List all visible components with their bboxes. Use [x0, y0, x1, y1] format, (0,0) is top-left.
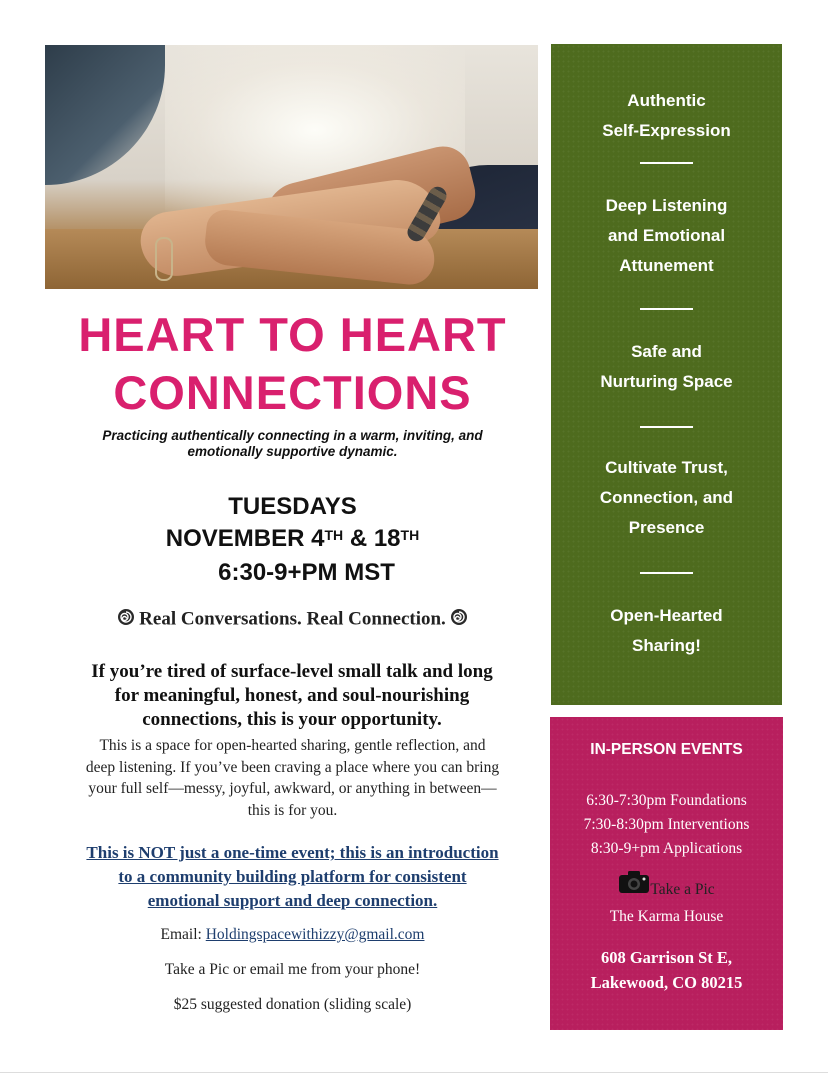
- venue-address: 608 Garrison St E, Lakewood, CO 80215: [590, 948, 743, 992]
- venue-name: The Karma House: [609, 908, 724, 925]
- camera-icon: [618, 870, 650, 899]
- benefits-panel: [551, 44, 782, 705]
- spiral-icon: [450, 608, 468, 632]
- body-paragraph: This is a space for open-hearted sharing, gentle reflection, and deep listening. If you’ve been craving a place where you can bring your full self—messy, joyful, awkward, or anything in between— this is for you.: [85, 737, 500, 819]
- events-panel: [550, 717, 783, 1030]
- schedule-item: 7:30-8:30pm Interventions: [583, 816, 750, 833]
- title-line-1: HEART TO HEART: [78, 308, 507, 361]
- divider: [640, 308, 693, 310]
- event-day: TUESDAYS: [228, 493, 357, 520]
- hands-photo: [45, 45, 538, 289]
- tagline: Real Conversations. Real Connection.: [40, 608, 545, 632]
- benefit-item: Authentic Self-Expression: [602, 91, 731, 140]
- benefit-item: Deep Listening and Emotional Attunement: [605, 196, 728, 275]
- schedule-item: 8:30-9+pm Applications: [590, 840, 743, 857]
- event-time: 6:30-9+PM MST: [218, 559, 395, 586]
- take-pic: Take a Pic: [550, 870, 783, 899]
- pic-note: Take a Pic or email me from your phone!: [164, 961, 421, 978]
- benefit-item: Safe and Nurturing Space: [600, 342, 733, 391]
- subtitle-line-1: Practicing authentically connecting in a warm, inviting, and: [102, 428, 483, 443]
- donation-note: $25 suggested donation (sliding scale): [173, 996, 412, 1013]
- events-heading: IN-PERSON EVENTS: [590, 741, 743, 758]
- lead-paragraph: If you’re tired of surface-level small talk and long for meaningful, honest, and soul-nourishing connections, this is your opportunity.: [91, 661, 493, 730]
- benefit-item: Open-Hearted Sharing!: [610, 606, 723, 655]
- subtitle-line-2: emotionally supportive dynamic.: [187, 444, 398, 459]
- email-link[interactable]: Holdingspacewithizzy@gmail.com: [205, 926, 425, 943]
- divider: [640, 426, 693, 428]
- email-line: Email: Holdingspacewithizzy@gmail.com: [160, 926, 425, 943]
- spiral-icon: [117, 608, 135, 632]
- divider: [640, 572, 693, 574]
- bottom-rule: [0, 1072, 828, 1073]
- title-line-2: CONNECTIONS: [113, 366, 472, 419]
- community-notice: This is NOT just a one-time event; this is an introduction to a community building platform for consistent emotional support and deep connection.: [86, 843, 499, 910]
- divider: [640, 162, 693, 164]
- schedule-item: 6:30-7:30pm Foundations: [586, 792, 747, 809]
- event-dates: NOVEMBER 4TH & 18TH: [165, 525, 420, 552]
- schedule-list: [550, 789, 783, 861]
- benefit-item: Cultivate Trust, Connection, and Presence: [599, 458, 734, 537]
- subtitle: [40, 428, 545, 460]
